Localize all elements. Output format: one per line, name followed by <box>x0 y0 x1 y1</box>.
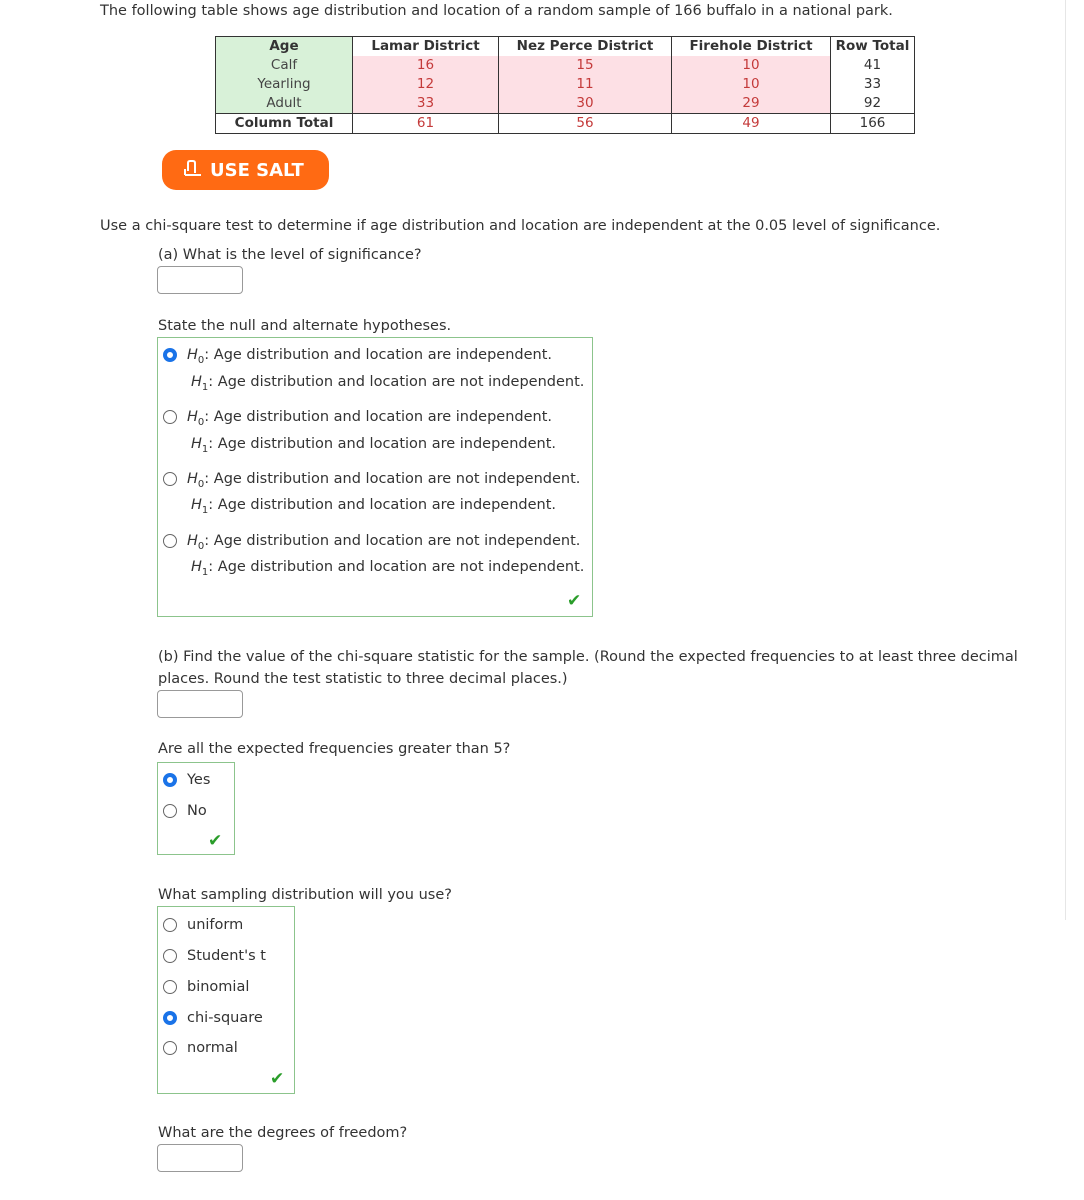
expected-yes-radio[interactable] <box>163 773 177 787</box>
instruction-text: Use a chi-square test to determine if age distribution and location are independent at the 0.05 level of significance. <box>100 218 941 234</box>
grand-total: 166 <box>831 114 915 134</box>
column-total-row <box>216 114 915 134</box>
part-b-question-line2: places. Round the test statistic to three decimal places.) <box>158 671 568 687</box>
hypotheses-correct-check-icon: ✔ <box>567 591 582 611</box>
hypothesis-option-2-h0: $H_0$: Age distribution and location are independent. <box>187 409 553 428</box>
table-row <box>216 56 915 75</box>
table-cell: 16 <box>353 56 499 75</box>
table-cell: 10 <box>672 75 831 94</box>
dist-uniform-radio[interactable] <box>163 918 177 932</box>
table-cell: 12 <box>353 75 499 94</box>
intro-text: The following table shows age distribution and location of a random sample of 166 buffalo in a national park. <box>100 3 893 19</box>
hypothesis-option-1-h1: $H_1$: Age distribution and location are not independent. <box>191 374 585 393</box>
table-cell: 30 <box>499 94 672 114</box>
dist-chi-square-label: chi-square <box>187 1010 263 1026</box>
degrees-freedom-input[interactable] <box>157 1144 243 1172</box>
hypothesis-option-4-radio[interactable] <box>163 534 177 548</box>
chi-square-statistic-input[interactable] <box>157 690 243 718</box>
header-rowtotal: Row Total <box>831 37 915 57</box>
header-age: Age <box>216 37 353 57</box>
dist-student-t-label: Student's t <box>187 948 266 964</box>
significance-input[interactable] <box>157 266 243 294</box>
dist-student-t-radio[interactable] <box>163 949 177 963</box>
expected-correct-check-icon: ✔ <box>208 831 223 851</box>
dist-normal-label: normal <box>187 1040 238 1056</box>
row-total: 33 <box>831 75 915 94</box>
row-total: 41 <box>831 56 915 75</box>
distribution-prompt: What sampling distribution will you use? <box>158 887 452 903</box>
hypothesis-option-1-h0: $H_0$: Age distribution and location are independent. <box>187 347 553 366</box>
part-b-question-line1: (b) Find the value of the chi-square statistic for the sample. (Round the expected frequencies to at least three decimal <box>158 649 1018 665</box>
row-total: 92 <box>831 94 915 114</box>
use-salt-label: USE SALT <box>210 159 304 181</box>
part-a-question: (a) What is the level of significance? <box>158 247 422 263</box>
hypothesis-option-3-h1: $H_1$: Age distribution and location are independent. <box>191 497 557 516</box>
right-border <box>1065 0 1066 920</box>
table-cell: 29 <box>672 94 831 114</box>
degrees-freedom-prompt: What are the degrees of freedom? <box>158 1125 408 1141</box>
row-label: Calf <box>216 56 353 75</box>
row-label: Yearling <box>216 75 353 94</box>
table-cell: 33 <box>353 94 499 114</box>
hypothesis-option-4-h1: $H_1$: Age distribution and location are not independent. <box>191 559 585 578</box>
hypothesis-option-1-radio[interactable] <box>163 348 177 362</box>
hypothesis-option-2-h1: $H_1$: Age distribution and location are independent. <box>191 436 557 455</box>
dist-uniform-label: uniform <box>187 917 244 933</box>
table-cell: 11 <box>499 75 672 94</box>
distribution-answer-box <box>157 906 295 1094</box>
dist-chi-square-radio[interactable] <box>163 1011 177 1025</box>
row-label: Adult <box>216 94 353 114</box>
distribution-correct-check-icon: ✔ <box>270 1069 285 1089</box>
column-total-cell: 49 <box>672 114 831 134</box>
hypothesis-option-3-h0: $H_0$: Age distribution and location are not independent. <box>187 471 581 490</box>
table-row <box>216 75 915 94</box>
data-table <box>215 36 915 134</box>
expected-freq-prompt: Are all the expected frequencies greater than 5? <box>158 741 511 757</box>
column-total-cell: 56 <box>499 114 672 134</box>
table-cell: 15 <box>499 56 672 75</box>
expected-no-label: No <box>187 803 207 819</box>
table-row <box>216 94 915 114</box>
hypothesis-option-4-h0: $H_0$: Age distribution and location are not independent. <box>187 533 581 552</box>
column-total-cell: 61 <box>353 114 499 134</box>
salt-logo-icon <box>184 160 202 180</box>
table-cell: 10 <box>672 56 831 75</box>
dist-binomial-label: binomial <box>187 979 250 995</box>
expected-yes-label: Yes <box>187 772 211 788</box>
dist-normal-radio[interactable] <box>163 1041 177 1055</box>
hypotheses-prompt: State the null and alternate hypotheses. <box>158 318 452 334</box>
header-nezperce: Nez Perce District <box>499 37 672 57</box>
use-salt-button[interactable] <box>162 150 329 190</box>
hypothesis-option-3-radio[interactable] <box>163 472 177 486</box>
header-lamar: Lamar District <box>353 37 499 57</box>
hypothesis-option-2-radio[interactable] <box>163 410 177 424</box>
column-total-label: Column Total <box>216 114 353 134</box>
dist-binomial-radio[interactable] <box>163 980 177 994</box>
expected-no-radio[interactable] <box>163 804 177 818</box>
header-firehole: Firehole District <box>672 37 831 57</box>
